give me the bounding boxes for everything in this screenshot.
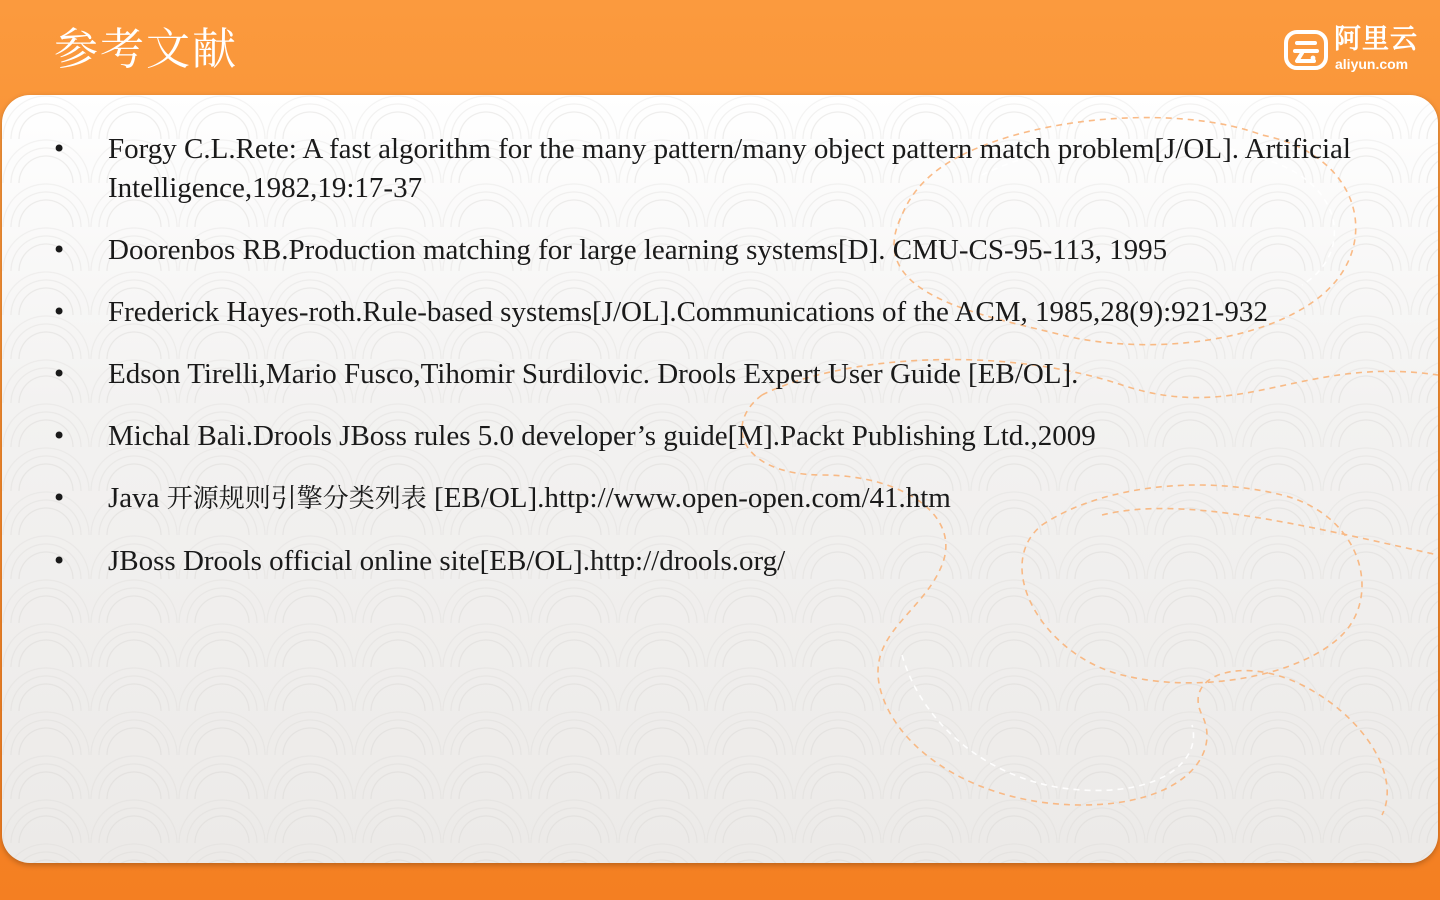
reference-text-prefix: Java xyxy=(108,482,167,514)
bullet: • xyxy=(52,135,67,163)
slide-header xyxy=(0,0,1440,100)
reference-item xyxy=(52,231,1412,270)
aliyun-logo xyxy=(1284,26,1426,76)
reference-item xyxy=(52,542,1412,581)
slide-title: 参考文献 xyxy=(54,24,238,75)
reference-text: Forgy C.L.Rete: A fast algorithm for the many pattern/many object pattern match problem[J/OL]. Artificial Intelligence,1982,19:17-37 xyxy=(108,133,1351,204)
reference-text: Frederick Hayes-roth.Rule-based systems[J/OL].Communications of the ACM, 1985,28(9):921-932 xyxy=(108,296,1268,328)
reference-item xyxy=(52,293,1412,332)
reference-text: Doorenbos RB.Production matching for large learning systems[D]. CMU-CS-95-113, 1995 xyxy=(108,234,1168,266)
logo-name-cn: 阿里云 xyxy=(1334,24,1418,55)
reference-item xyxy=(52,479,1412,519)
bullet: • xyxy=(52,547,67,575)
reference-item xyxy=(52,417,1412,456)
aliyun-cloud-icon xyxy=(1284,28,1328,72)
reference-item xyxy=(52,130,1412,208)
bullet: • xyxy=(52,360,67,388)
reference-text: Edson Tirelli,Mario Fusco,Tihomir Surdilovic. Drools Expert User Guide [EB/OL]. xyxy=(108,358,1079,390)
reference-text: JBoss Drools official online site[EB/OL].http://drools.org/ xyxy=(108,545,786,577)
bullet: • xyxy=(52,422,67,450)
reference-text: Michal Bali.Drools JBoss rules 5.0 developer’s guide[M].Packt Publishing Ltd.,2009 xyxy=(108,420,1096,452)
bullet: • xyxy=(52,484,67,512)
reference-item xyxy=(52,355,1412,394)
bullet: • xyxy=(52,298,67,326)
logo-name-en: aliyun.com xyxy=(1335,56,1409,72)
bullet: • xyxy=(52,236,67,264)
reference-text-suffix: [EB/OL].http://www.open-open.com/41.htm xyxy=(426,482,951,514)
reference-text xyxy=(108,482,951,514)
reference-list xyxy=(52,130,1412,604)
reference-text-cn: 开源规则引擎分类列表 xyxy=(166,484,427,514)
